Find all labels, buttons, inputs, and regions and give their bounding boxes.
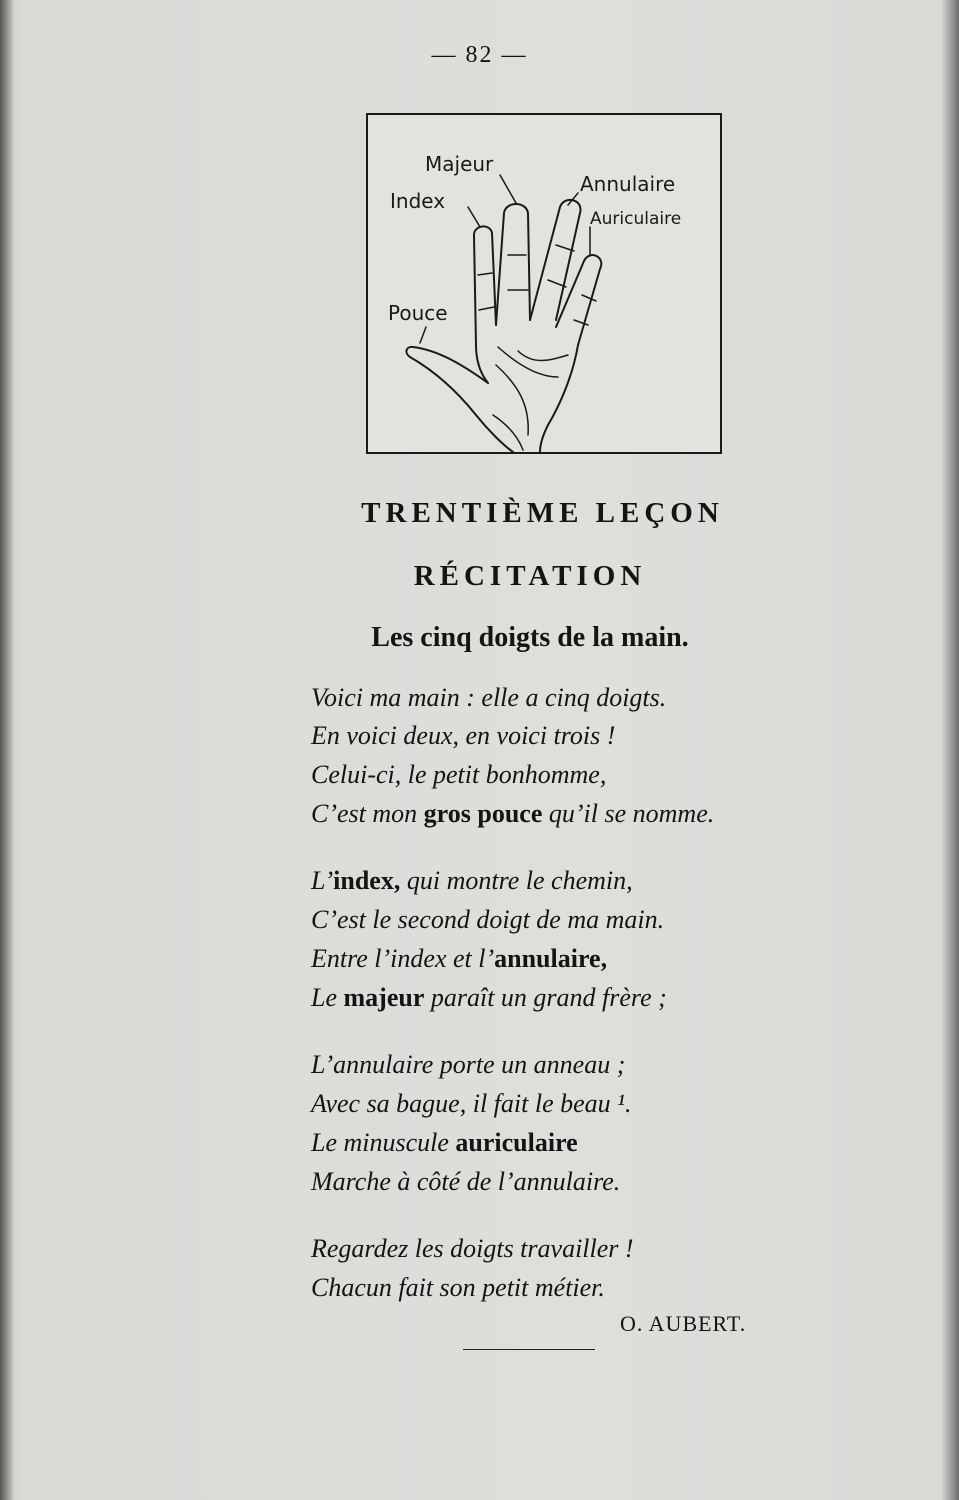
label-auriculaire: Auriculaire [590, 209, 682, 229]
poem-line: Entre l’index et l’annulaire, [311, 944, 608, 973]
poem-line: Avec sa bague, il fait le beau ¹. [311, 1089, 632, 1118]
poem-line: Voici ma main : elle a cinq doigts. [311, 683, 667, 712]
closing-rule [463, 1349, 595, 1350]
hand-drawing [368, 115, 720, 452]
poem-line: L’annulaire porte un anneau ; [311, 1050, 626, 1079]
page-binding-shadow [0, 0, 14, 1500]
page-edge-shadow [941, 0, 959, 1500]
poem-line: Chacun fait son petit métier. [311, 1273, 605, 1302]
poem-line: L’index, qui montre le chemin, [311, 866, 633, 895]
poem-line: Marche à côté de l’annulaire. [311, 1167, 621, 1196]
poem-line: Le minuscule auriculaire [311, 1128, 578, 1157]
poem-title: Les cinq doigts de la main. [371, 622, 689, 653]
lesson-title: TRENTIÈME LEÇON [361, 497, 724, 529]
poem-line: En voici deux, en voici trois ! [311, 721, 616, 750]
poem-line: C’est mon gros pouce qu’il se nomme. [311, 799, 715, 828]
label-index: Index [390, 189, 446, 213]
label-majeur: Majeur [425, 152, 494, 176]
poem-line: Celui-ci, le petit bonhomme, [311, 760, 607, 789]
poem-line: Le majeur paraît un grand frère ; [311, 983, 667, 1012]
hand-illustration [366, 113, 722, 454]
poem-line: C’est le second doigt de ma main. [311, 905, 665, 934]
poem-author: O. AUBERT. [620, 1311, 747, 1336]
label-pouce: Pouce [388, 301, 448, 325]
section-title: RÉCITATION [413, 560, 647, 592]
label-annulaire: Annulaire [580, 172, 676, 196]
page-number: — 82 — [431, 42, 528, 68]
poem-line: Regardez les doigts travailler ! [311, 1234, 634, 1263]
